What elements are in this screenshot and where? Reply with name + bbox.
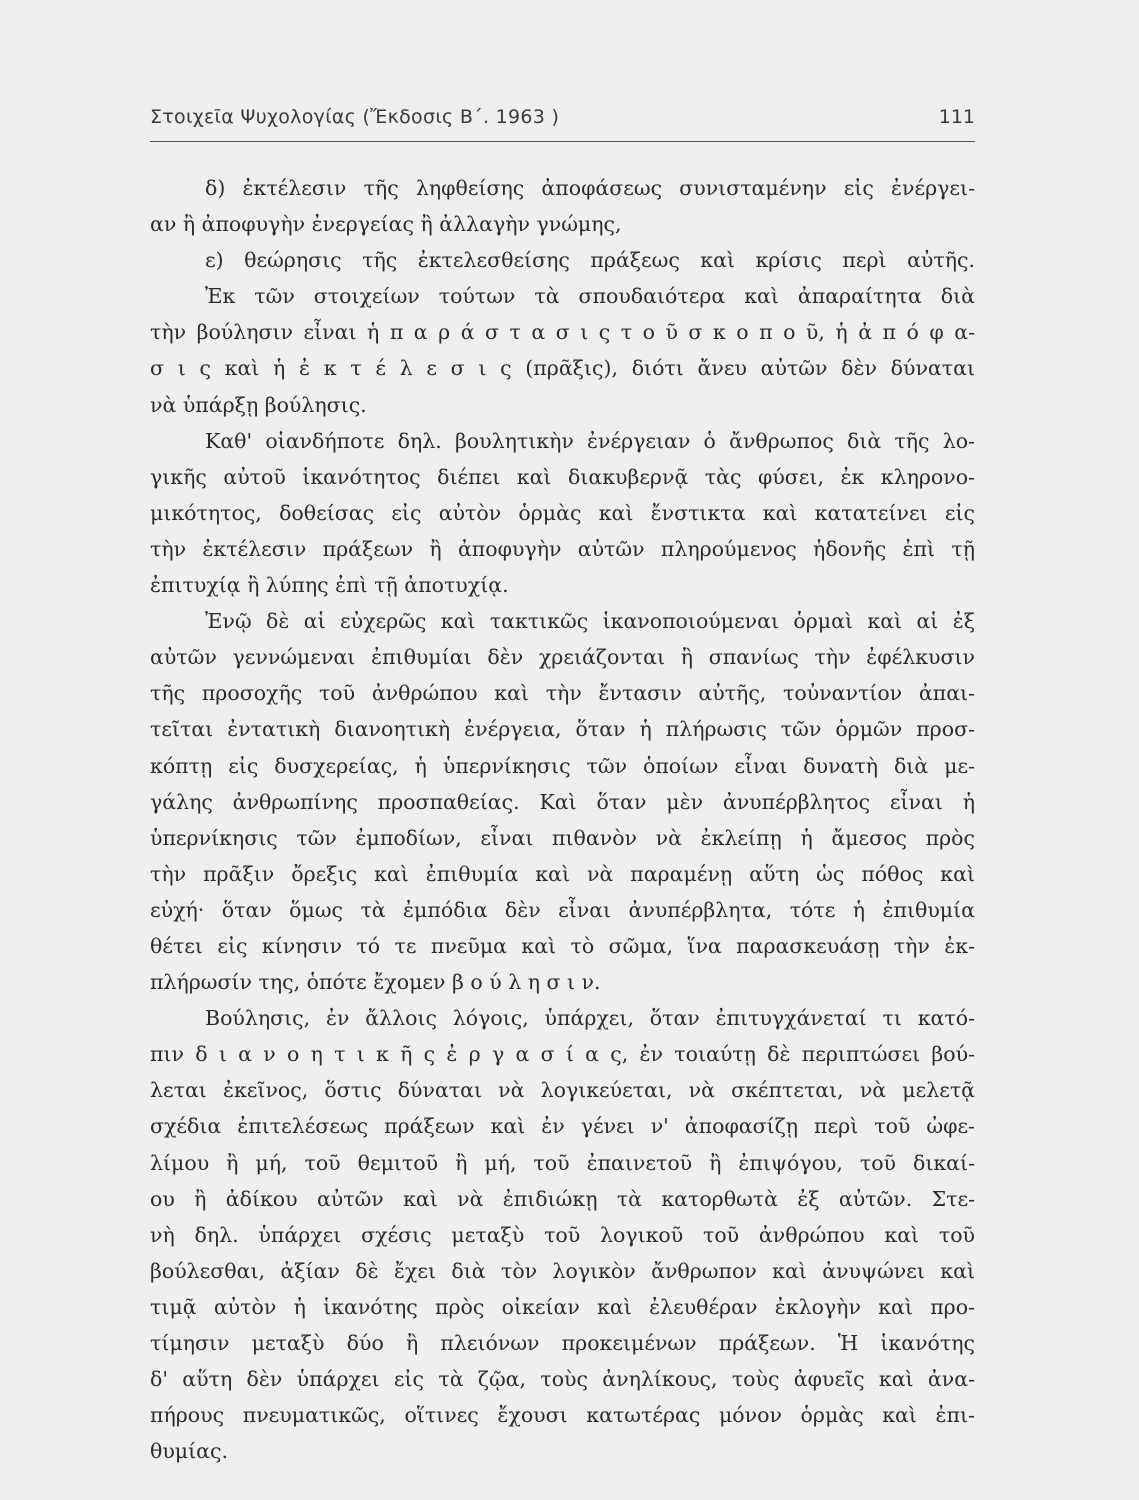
text-line: γάλης ἀνθρωπίνης προσπαθείας. Καὶ ὅταν μὲν ἀνυπέρβλητος εἶναι ἡ bbox=[150, 789, 975, 814]
text-line: τεῖται ἐντατικὴ διανοητικὴ ἐνέργεια, ὅταν ἡ πλήρωσις τῶν ὁρμῶν προσ- bbox=[150, 717, 975, 742]
running-header bbox=[150, 100, 975, 134]
text-line: δ) ἐκτέλεσιν τῆς ληφθείσης ἀποφάσεως συνισταμένην εἰς ἐνέργει- bbox=[205, 176, 975, 200]
text-line: τὴν ἐκτέλεσιν πράξεων ἢ ἀποφυγὴν αὐτῶν πληρούμενος ἡδονῆς ἐπὶ τῇ bbox=[150, 536, 975, 561]
text-line: Ἐνῷ δὲ αἱ εὐχερῶς καὶ τακτικῶς ἱκανοποιούμεναι ὁρμαὶ καὶ αἱ ἐξ bbox=[205, 609, 975, 634]
text-line: λίμου ἢ μή, τοῦ θεμιτοῦ ἢ μή, τοῦ ἐπαινετοῦ ἢ ἐπιψόγου, τοῦ δικαί- bbox=[150, 1150, 975, 1175]
text-line: ἐπιτυχίᾳ ἢ λύπης ἐπὶ τῇ ἀποτυχίᾳ. bbox=[150, 573, 509, 598]
text-line: σχέδια ἐπιτελέσεως πράξεων καὶ ἐν γένει ν' ἀποφασίζῃ περὶ τοῦ ὠφε- bbox=[150, 1114, 975, 1139]
text-line: ὑπερνίκησις τῶν ἐμποδίων, εἶναι πιθανὸν νὰ ἐκλείπῃ ἡ ἄμεσος πρὸς bbox=[150, 825, 975, 850]
text-line: Βούλησις, ἐν ἄλλοις λόγοις, ὑπάρχει, ὅταν ἐπιτυγχάνεταί τι κατό- bbox=[205, 1006, 975, 1031]
text-line: θυμίας. bbox=[150, 1439, 229, 1464]
text-line: μικότητος, δοθείσας εἰς αὐτὸν ὁρμὰς καὶ ἔνστικτα καὶ κατατείνει εἰς bbox=[150, 500, 975, 525]
text-line: αὐτῶν γεννώμεναι ἐπιθυμίαι δὲν χρειάζονται ἢ σπανίως τὴν ἐφέλκυσιν bbox=[150, 645, 975, 670]
text-line: τιμᾷ αὐτὸν ἡ ἱκανότης πρὸς οἰκείαν καὶ ἐλευθέραν ἐκλογὴν καὶ προ- bbox=[150, 1294, 975, 1319]
text-line: πιν δ ι α ν ο η τ ι κ ῆ ς ἐ ρ γ α σ ί α ς, ἐν τοιαύτῃ δὲ περιπτώσει βού- bbox=[150, 1042, 975, 1067]
text-line: ου ἢ ἀδίκου αὐτῶν καὶ νὰ ἐπιδιώκῃ τὰ κατορθωτὰ ἐξ αὐτῶν. Στε- bbox=[150, 1186, 975, 1211]
text-line: εὐχή· ὅταν ὅμως τὰ ἐμπόδια δὲν εἶναι ἀνυπέρβλητα, τότε ἡ ἐπιθυμία bbox=[150, 897, 975, 922]
text-line: κόπτῃ εἰς δυσχερείας, ἡ ὑπερνίκησις τῶν ὁποίων εἶναι δυνατὴ διὰ με- bbox=[150, 753, 975, 778]
text-line: Καθ' οἱανδήποτε δηλ. βουλητικὴν ἐνέργειαν ὁ ἄνθρωπος διὰ τῆς λο- bbox=[205, 428, 975, 453]
text-line: πήρους πνευματικῶς, οἵτινες ἔχουσι κατωτέρας μόνον ὁρμὰς καὶ ἐπι- bbox=[150, 1403, 975, 1428]
text-line: νὴ δηλ. ὑπάρχει σχέσις μεταξὺ τοῦ λογικοῦ τοῦ ἀνθρώπου καὶ τοῦ bbox=[150, 1222, 975, 1247]
text-line: τὴν πρᾶξιν ὄρεξις καὶ ἐπιθυμία καὶ νὰ παραμένῃ αὕτη ὡς πόθος καὶ bbox=[150, 861, 975, 886]
text-line: τίμησιν μεταξὺ δύο ἢ πλειόνων προκειμένων πράξεων. Ἡ ἱκανότης bbox=[150, 1331, 975, 1355]
page-number: 111 bbox=[938, 106, 975, 128]
text-line: θέτει εἰς κίνησιν τό τε πνεῦμα καὶ τὸ σῶμα, ἵνα παρασκευάσῃ τὴν ἐκ- bbox=[150, 933, 975, 958]
text-line: πλήρωσίν της, ὁπότε ἔχομεν β ο ύ λ η σ ι ν. bbox=[150, 970, 601, 995]
running-header-title: Στοιχεῖα Ψυχολογίας (Ἔκδοσις Β΄. 1963 ) bbox=[150, 106, 560, 128]
text-line: νὰ ὑπάρξῃ βούλησις. bbox=[150, 392, 367, 417]
text-line: βούλεσθαι, ἀξίαν δὲ ἔχει διὰ τὸν λογικὸν ἄνθρωπον καὶ ἀνυψώνει καὶ bbox=[150, 1258, 975, 1283]
header-rule bbox=[150, 141, 975, 142]
body-text bbox=[150, 170, 975, 1469]
text-line: αν ἢ ἀποφυγὴν ἐνεργείας ἢ ἀλλαγὴν γνώμης, bbox=[150, 212, 622, 237]
text-line: δ' αὕτη δὲν ὑπάρχει εἰς τὰ ζῷα, τοὺς ἀνηλίκους, τοὺς ἀφυεῖς καὶ ἀνα- bbox=[150, 1367, 975, 1392]
text-line: λεται ἐκεῖνος, ὅστις δύναται νὰ λογικεύεται, νὰ σκέπτεται, νὰ μελετᾷ bbox=[150, 1078, 975, 1103]
text-line: σ ι ς καὶ ἡ ἐ κ τ έ λ ε σ ι ς (πρᾶξις), διότι ἄνευ αὐτῶν δὲν δύναται bbox=[150, 356, 975, 381]
text-line: τῆς προσοχῆς τοῦ ἀνθρώπου καὶ τὴν ἔντασιν αὐτῆς, τοὐναντίον ἀπαι- bbox=[150, 681, 975, 706]
text-line: ε) θεώρησις τῆς ἐκτελεσθείσης πράξεως καὶ κρίσις περὶ αὐτῆς. bbox=[205, 248, 975, 273]
text-line: τὴν βούλησιν εἶναι ἡ π α ρ ά σ τ α σ ι ς τ ο ῦ σ κ ο π ο ῦ, ἡ ἀ π ό φ α- bbox=[150, 320, 975, 345]
text-line: γικῆς αὐτοῦ ἱκανότητος διέπει καὶ διακυβερνᾷ τὰς φύσει, ἐκ κληρονο- bbox=[150, 464, 975, 489]
text-line: Ἐκ τῶν στοιχείων τούτων τὰ σπουδαιότερα καὶ ἀπαραίτητα διὰ bbox=[205, 284, 975, 309]
